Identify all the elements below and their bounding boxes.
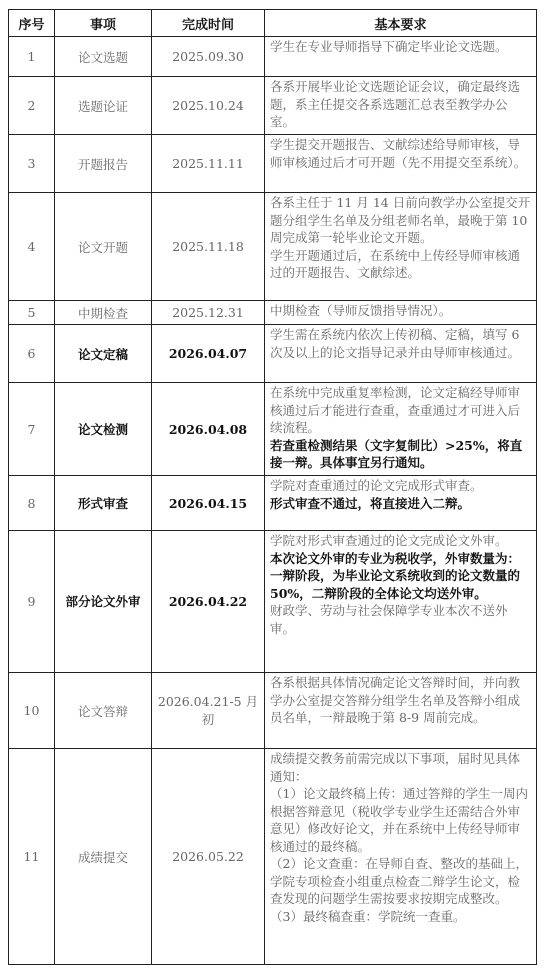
row-date: 2025.11.18 [152,193,265,301]
table-header-row [9,10,537,37]
row-item: 形式审查 [55,476,152,531]
row-no: 4 [9,193,55,301]
row-requirement: 学生在专业导师指导下确定毕业论文选题。 [265,37,537,77]
table-row [9,325,537,383]
row-no: 10 [9,673,55,749]
row-no: 7 [9,383,55,476]
row-item: 中期检查 [55,301,152,325]
row-item: 论文检测 [55,383,152,476]
header-no: 序号 [9,10,55,37]
row-date: 2025.09.30 [152,37,265,77]
row-date: 2025.11.11 [152,135,265,193]
table-row [9,383,537,476]
schedule-table [8,9,537,965]
table-row [9,77,537,135]
row-no: 3 [9,135,55,193]
row-requirement: 各系开展毕业论文选题论证会议，确定最终选题，系主任提交各系选题汇总表至教学办公室。 [265,77,537,135]
row-date: 2026.04.21-5 月初 [152,673,265,749]
table-row [9,37,537,77]
row-requirement: 各系主任于 11 月 14 日前向教学办公室提交开题分组学生名单及分组老师名单，最晚于第 10 周完成第一轮毕业论文开题。 学生开题通过后，在系统中上传经导师审核通过的开题报告、文献综述。 [265,193,537,301]
row-requirement: 学生提交开题报告、文献综述给导师审核，导师审核通过后才可开题（先不用提交至系统）。 [265,135,537,193]
row-item: 开题报告 [55,135,152,193]
row-requirement: 学院对查重通过的论文完成形式审查。 形式审查不通过，将直接进入二辩。 [265,476,537,531]
table-row [9,301,537,325]
row-date: 2026.04.08 [152,383,265,476]
row-requirement: 在系统中完成重复率检测，论文定稿经导师审核通过后才能进行查重，查重通过才可进入后续流程。 若查重检测结果（文字复制比）>25%，将直接一辩。具体事宜另行通知。 [265,383,537,476]
row-no: 8 [9,476,55,531]
table-row [9,531,537,673]
table-row [9,673,537,749]
row-no: 9 [9,531,55,673]
header-requirement: 基本要求 [265,10,537,37]
row-requirement: 学生需在系统内依次上传初稿、定稿，填写 6 次及以上的论文指导记录并由导师审核通过。 [265,325,537,383]
row-no: 11 [9,749,55,965]
row-item: 部分论文外审 [55,531,152,673]
header-date: 完成时间 [152,10,265,37]
row-no: 6 [9,325,55,383]
row-no: 1 [9,37,55,77]
row-requirement: 学院对形式审查通过的论文完成论文外审。 本次论文外审的专业为税收学，外审数量为：一辩阶段，为毕业论文系统收到的论文数量的 50%，二辩阶段的全体论文均送外审。 财政学、劳动与社会保障学专业本次不送外审。 [265,531,537,673]
row-item: 选题论证 [55,77,152,135]
row-item: 成绩提交 [55,749,152,965]
row-item: 论文开题 [55,193,152,301]
row-requirement: 成绩提交教务前需完成以下事项，届时见具体通知： （1）论文最终稿上传：通过答辩的学生一周内根据答辩意见（税收学专业学生还需结合外审意见）修改好论文，并在系统中上传经导师审核通过的最终稿。 （2）论文查重：在导师自查、整改的基础上，学院专项检查小组重点检查二辩学生论文，检查发现的问题学生需按要求按期完成整改。 （3）最终稿查重：学院统一查重。 [265,749,537,965]
table-row [9,193,537,301]
row-item: 论文定稿 [55,325,152,383]
row-item: 论文答辩 [55,673,152,749]
header-item: 事项 [55,10,152,37]
row-date: 2026.04.22 [152,531,265,673]
row-item: 论文选题 [55,37,152,77]
row-date: 2026.05.22 [152,749,265,965]
row-no: 2 [9,77,55,135]
table-row [9,476,537,531]
row-date: 2025.12.31 [152,301,265,325]
row-no: 5 [9,301,55,325]
row-date: 2025.10.24 [152,77,265,135]
row-requirement: 各系根据具体情况确定论文答辩时间，并向教学办公室提交答辩分组学生名单及答辩小组成员名单，一辩最晚于第 8-9 周前完成。 [265,673,537,749]
row-date: 2026.04.15 [152,476,265,531]
row-requirement: 中期检查（导师反馈指导情况）。 [265,301,537,325]
row-date: 2026.04.07 [152,325,265,383]
table-row [9,749,537,965]
table-row [9,135,537,193]
